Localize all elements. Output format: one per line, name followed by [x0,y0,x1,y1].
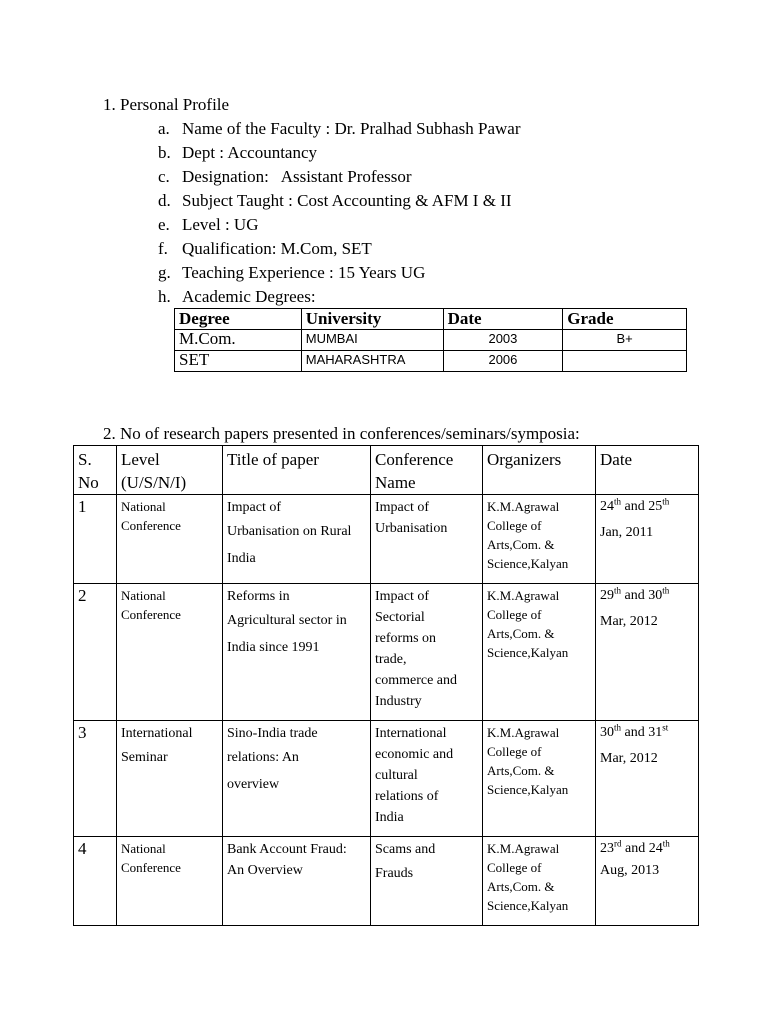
item-marker: d. [158,191,171,210]
cell-line: Industry [375,694,422,709]
cell-line: Science,Kalyan [487,645,569,660]
cell-line: International [375,726,447,741]
item-marker: b. [158,143,171,162]
item-marker: a. [158,119,170,138]
header-sno [74,446,117,495]
item-text: Teaching Experience : 15 Years UG [182,263,426,282]
cell-line: India [227,551,256,566]
cell-line: An Overview [227,863,303,878]
header-organizers [483,446,596,495]
cell-line: National [121,499,166,514]
cell-line: College of [487,518,542,533]
cell-line: Conference [121,860,181,875]
university-cell: MAHARASHTRA [301,351,443,372]
item-text: Dept : Accountancy [182,143,318,162]
conference-cell [371,584,483,721]
item-marker: e. [158,215,170,234]
cell-line: relations of [375,789,439,804]
cell-line: K.M.Agrawal [487,725,560,740]
research-papers-table [73,445,699,926]
sno-cell: 4 [74,837,117,926]
item-text: Academic Degrees: [182,287,316,306]
cell-line: College of [487,607,542,622]
cell-line: International [121,726,193,741]
sno-cell: 3 [74,721,117,837]
header-date [596,446,699,495]
item-marker: c. [158,167,170,186]
header-text: Name [375,473,416,492]
cell-line: Impact of [375,589,430,604]
cell-line: K.M.Agrawal [487,588,560,603]
level-cell [117,584,223,721]
date-month: Aug, 2013 [600,863,660,878]
date-range: 23rd and 24th [600,838,670,856]
table-row [74,721,699,837]
date-cell: 2006 [443,351,563,372]
date-range: 30th and 31st [600,722,669,740]
cell-line: trade, [375,652,407,667]
cell-line: Seminar [121,750,168,765]
section-2-title: 2. No of research papers presented in conferences/seminars/symposia: [103,424,580,443]
profile-item-name [158,119,521,139]
header-text: Date [600,450,633,469]
table-row [74,584,699,721]
profile-item-degrees [158,287,316,307]
header-text: Title of paper [227,450,319,469]
title-cell [223,584,371,721]
cell-line: Impact of [227,500,282,515]
item-text: Designation: Assistant Professor [182,167,412,186]
profile-item-subject [158,191,512,211]
item-marker: h. [158,287,171,306]
item-text: Qualification: M.Com, SET [182,239,372,258]
grade-cell: B+ [563,330,687,351]
cell-line: Scams and [375,842,436,857]
title-cell [223,721,371,837]
table-header-row [175,309,687,330]
date-cell [596,584,699,721]
level-cell [117,837,223,926]
date-range: 29th and 30th [600,585,670,603]
cell-line: Impact of [375,500,430,515]
date-month: Mar, 2012 [600,614,658,629]
cell-line: Agricultural sector in [227,613,347,628]
table-row [74,495,699,584]
cell-line: Arts,Com. & [487,537,555,552]
sno-cell: 2 [74,584,117,721]
conference-cell [371,721,483,837]
profile-item-level [158,215,258,235]
cell-line: Bank Account Fraud: [227,842,347,857]
date-cell [596,495,699,584]
academic-degrees-table [174,308,687,372]
cell-line: Sino-India trade [227,726,318,741]
cell-line: Conference [121,518,181,533]
cell-line: College of [487,744,542,759]
cell-line: overview [227,777,280,792]
table-header-row [74,446,699,495]
university-cell: MUMBAI [301,330,443,351]
cell-line: Arts,Com. & [487,763,555,778]
header-university: University [301,309,443,330]
level-cell [117,495,223,584]
organizers-cell [483,721,596,837]
cell-line: Frauds [375,866,414,881]
cell-line: Urbanisation [375,521,448,536]
level-cell [117,721,223,837]
cell-line: India since 1991 [227,640,320,655]
cell-line: College of [487,860,542,875]
degree-cell: M.Com. [175,330,302,351]
header-level [117,446,223,495]
organizers-cell [483,584,596,721]
cell-line: K.M.Agrawal [487,499,560,514]
section-1-title: 1. Personal Profile [103,95,230,114]
header-text: Level [121,450,160,469]
cell-line: Urbanisation on Rural [227,524,352,539]
conference-cell [371,837,483,926]
cell-line: cultural [375,768,418,783]
cell-line: National [121,588,166,603]
cell-line: Science,Kalyan [487,898,569,913]
cell-line: Sectorial [375,610,425,625]
date-cell [596,837,699,926]
item-marker: g. [158,263,171,282]
profile-item-experience [158,263,425,283]
degree-cell: SET [175,351,302,372]
cell-line: Science,Kalyan [487,782,569,797]
item-text: Name of the Faculty : Dr. Pralhad Subhash Pawar [182,119,521,138]
header-date: Date [443,309,563,330]
header-degree: Degree [175,309,302,330]
header-text: No [78,473,99,492]
cell-line: commerce and [375,673,458,688]
date-range: 24th and 25th [600,496,670,514]
item-text: Subject Taught : Cost Accounting & AFM I & II [182,191,512,210]
header-title [223,446,371,495]
profile-item-dept [158,143,317,163]
cell-line: reforms on [375,631,437,646]
item-marker: f. [158,239,168,258]
cell-line: Arts,Com. & [487,626,555,641]
grade-cell [563,351,687,372]
header-conference [371,446,483,495]
cell-line: K.M.Agrawal [487,841,560,856]
title-cell [223,495,371,584]
table-row [175,330,687,351]
cell-line: Reforms in [227,589,290,604]
header-text: Organizers [487,450,562,469]
header-text: (U/S/N/I) [121,473,187,492]
header-text: S. [78,450,92,469]
conference-cell [371,495,483,584]
sno-cell: 1 [74,495,117,584]
date-cell: 2003 [443,330,563,351]
cell-line: economic and [375,747,454,762]
date-month: Jan, 2011 [600,525,654,540]
cell-line: National [121,841,166,856]
profile-item-designation [158,167,412,187]
cell-line: Conference [121,607,181,622]
organizers-cell [483,837,596,926]
title-cell [223,837,371,926]
profile-item-qualification [158,239,372,259]
cell-line: relations: An [227,750,299,765]
table-row [74,837,699,926]
date-month: Mar, 2012 [600,751,658,766]
cell-line: Arts,Com. & [487,879,555,894]
header-text: Conference [375,450,454,469]
date-cell [596,721,699,837]
cell-line: Science,Kalyan [487,556,569,571]
organizers-cell [483,495,596,584]
cell-line: India [375,810,404,825]
table-row [175,351,687,372]
item-text: Level : UG [182,215,259,234]
header-grade: Grade [563,309,687,330]
